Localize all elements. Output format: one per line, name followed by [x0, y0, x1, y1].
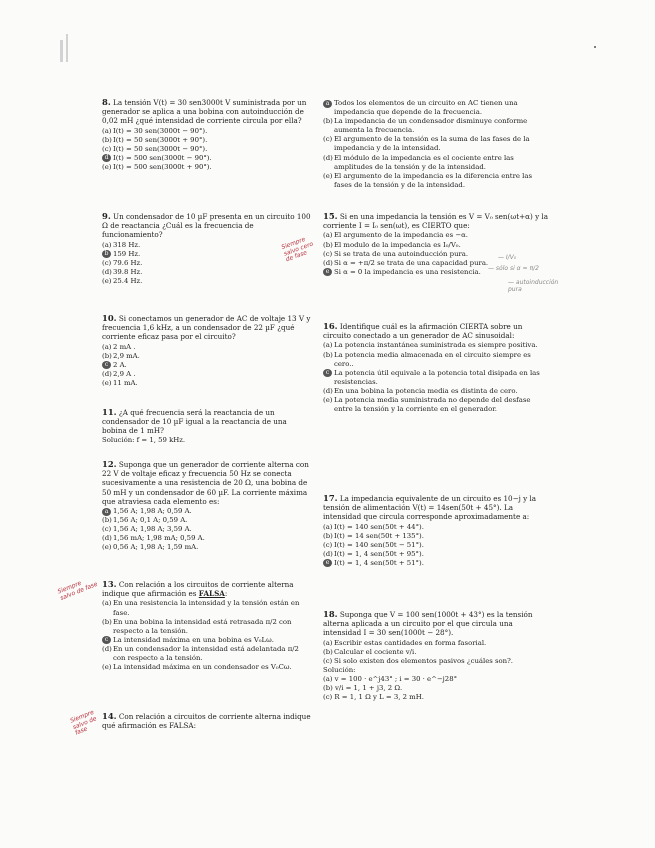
option-text: I(t) = 1, 4 sen(50t + 51°). — [334, 558, 424, 567]
scan-mark — [60, 40, 63, 62]
option-letter: (e) — [102, 276, 112, 285]
option-text: El argumento de la tensión es la suma de las fases de la impedancia y de la intensidad. — [334, 135, 530, 153]
option-letter: (c) — [102, 525, 112, 534]
option-text: En una bobina la intensidad está retrasada π/2 con respecto a la tensión. — [113, 617, 292, 635]
question-14 — [102, 712, 312, 730]
option-letter: (a) — [323, 341, 333, 350]
answer-option — [323, 387, 548, 396]
option-text: 25.4 Hz. — [113, 276, 143, 285]
option-text: Todos los elementos de un circuito en AC tienen una impedancia que depende de la frecuencia. — [334, 99, 518, 117]
answer-option — [102, 663, 312, 672]
question-number: 16. — [323, 321, 338, 331]
answer-option — [102, 543, 312, 552]
circled-answer-letter: c — [323, 369, 332, 377]
question-9 — [102, 212, 312, 286]
answer-option — [323, 532, 548, 541]
answer-option — [323, 523, 548, 532]
option-letter: (d) — [102, 534, 112, 543]
question-number: 17. — [323, 493, 338, 503]
option-letter: (c) — [323, 540, 333, 549]
question-number: 14. — [102, 711, 117, 721]
option-letter: (a) — [102, 342, 112, 351]
answer-option — [102, 370, 312, 379]
answer-option — [102, 636, 312, 645]
solution-label: Solución: — [323, 665, 356, 674]
option-text: El argumento de la impedancia es −α. — [334, 231, 468, 240]
answer-option — [323, 559, 548, 568]
option-letter: (b) — [102, 135, 112, 144]
answer-option — [323, 639, 548, 648]
option-text: Si α = +π/2 se trata de una capacidad pura. — [334, 258, 489, 267]
option-letter: (e) — [102, 162, 112, 171]
option-text: 11 mA. — [113, 378, 138, 387]
handwritten-note: Siempre salvo de fase — [56, 579, 99, 602]
question-text: ¿A qué frecuencia será la reactancia de un condensador de 10 µF igual a la reactancia de una bobina de 1 mH? — [102, 408, 287, 436]
scan-mark — [66, 34, 68, 62]
circled-answer-letter: e — [323, 268, 332, 276]
answer-option — [323, 341, 548, 350]
option-letter: (d) — [323, 549, 333, 558]
option-letter: (c) — [323, 249, 333, 258]
option-text: I(t) = 30 sen(3000t − 90°). — [113, 126, 208, 135]
option-text: 2 mA . — [113, 342, 136, 351]
answer-option — [102, 145, 312, 154]
option-text: Si se trata de una autoinducción pura. — [334, 249, 469, 258]
answer-option — [102, 277, 312, 286]
option-text: En una resistencia la intensidad y la tensión están en fase. — [113, 599, 300, 617]
question-text: Suponga que un generador de corriente alterna con 22 V de voltaje eficaz y frecuencia 50 Hz se conecta sucesivamente a una resistencia de 20 Ω, una bobina de 50 mH y un condensador de 60 µF. La corriente máxima que atraviesa cada elemento es: — [102, 460, 309, 506]
option-list — [323, 99, 548, 190]
scan-dot — [594, 46, 596, 48]
option-list — [323, 341, 548, 414]
option-letter: (a) — [102, 240, 112, 249]
answer-option — [102, 127, 312, 136]
option-letter: (b) — [323, 647, 333, 656]
question-number: 9. — [102, 211, 111, 221]
handwritten-note: — autoinducción pura — [508, 279, 559, 293]
option-text: 318 Hz. — [113, 240, 141, 249]
question-text: Si conectamos un generador de AC de voltaje 13 V y frecuencia 1,6 kHz, a un condensador de 22 µF ¿qué corriente eficaz pasa por el circuito? — [102, 314, 311, 342]
option-letter: (e) — [102, 663, 112, 672]
option-letter: (d) — [102, 369, 112, 378]
answer-option — [323, 351, 548, 369]
option-list — [102, 507, 312, 552]
question-text: Suponga que V = 100 sen(1000t + 43°) es la tensión alterna aplicada a un circuito por el que circula una intensidad I = 30 sen(1000t − 28°). — [323, 610, 533, 638]
answer-option — [323, 135, 548, 153]
option-text: I(t) = 500 sen(3000t − 90°). — [113, 153, 212, 162]
option-letter: (c) — [323, 135, 333, 144]
answer-option — [323, 550, 548, 559]
option-text: El argumento de la impedancia es la diferencia entre las fases de la tensión y de la intensidad. — [334, 171, 532, 189]
option-letter: (a) — [102, 599, 112, 608]
question-8 — [102, 98, 312, 172]
question-10 — [102, 314, 312, 388]
answer-option — [102, 250, 312, 259]
circled-answer-letter: d — [102, 154, 111, 162]
answer-option — [323, 231, 548, 240]
option-text: 1,56 A; 1,98 A; 0,59 A. — [113, 507, 192, 516]
question-number: 11. — [102, 407, 117, 417]
solution: Solución: f = 1, 59 kHz. — [102, 435, 186, 444]
option-letter: (c) — [102, 144, 112, 153]
option-letter: (a) — [323, 231, 333, 240]
option-letter: (d) — [323, 258, 333, 267]
option-letter: (e) — [102, 378, 112, 387]
option-letter: (e) — [323, 171, 333, 180]
question-16 — [323, 322, 548, 414]
question-number: 8. — [102, 97, 111, 107]
question-number: 13. — [102, 579, 117, 589]
circled-answer-letter: a — [102, 508, 111, 516]
option-text: I(t) = 1, 4 sen(50t + 95°). — [334, 549, 424, 558]
circled-answer-letter: b — [102, 250, 111, 258]
option-text: Si solo existen dos elementos pasivos ¿cuáles son?. — [334, 656, 514, 665]
option-text: La impedancia de un condensador disminuye conforme aumenta la frecuencia. — [334, 117, 528, 135]
question-14-continued — [323, 98, 548, 190]
option-text: Escribir estas cantidades en forma fasorial. — [334, 638, 487, 647]
answer-option — [102, 507, 312, 516]
option-text: En una bobina la potencia media es distinta de cero. — [334, 386, 518, 395]
option-letter: (a) — [102, 126, 112, 135]
answer-option — [323, 154, 548, 172]
answer-option — [102, 618, 312, 636]
circled-answer-letter: e — [323, 559, 332, 567]
question-number: 18. — [323, 609, 338, 619]
option-text: I(t) = 500 sen(3000t + 90°). — [113, 162, 212, 171]
circled-answer-letter: a — [323, 100, 332, 108]
answer-option — [102, 525, 312, 534]
answer-option — [102, 352, 312, 361]
option-letter: (b) — [323, 350, 333, 359]
option-list — [102, 343, 312, 388]
option-list — [102, 599, 312, 672]
option-letter: (b) — [323, 531, 333, 540]
option-text: 159 Hz. — [113, 249, 141, 258]
answer-option — [323, 657, 548, 666]
option-text: 39.8 Hz. — [113, 267, 143, 276]
option-text: 1,56 A; 1,98 A; 3,59 A. — [113, 525, 192, 534]
answer-option — [323, 99, 548, 117]
answer-option — [102, 136, 312, 145]
option-letter: (c) — [102, 258, 112, 267]
option-list — [102, 127, 312, 172]
circled-answer-letter: c — [102, 361, 111, 369]
option-text: 2,9 A . — [113, 369, 136, 378]
option-text: 1,56 A; 0,1 A; 0,59 A. — [113, 516, 188, 525]
answer-option — [102, 259, 312, 268]
answer-option — [323, 172, 548, 190]
option-text: 2 A. — [113, 360, 127, 369]
answer-option — [323, 541, 548, 550]
option-letter: (d) — [323, 386, 333, 395]
handwritten-note: Siempre salvo cero de fase — [280, 235, 315, 264]
answer-option — [102, 268, 312, 277]
question-number: 15. — [323, 211, 338, 221]
question-18 — [323, 610, 548, 702]
option-text: Calcular el cociente v/i. — [334, 647, 417, 656]
option-letter: (b) — [323, 240, 333, 249]
option-text: La potencia instantánea suministrada es siempre positiva. — [334, 341, 538, 350]
circled-answer-letter: c — [102, 636, 111, 644]
option-text: I(t) = 140 sen(50t + 44°). — [334, 522, 424, 531]
option-text: I(t) = 14 sen(50t + 135°). — [334, 531, 424, 540]
question-text: Con relación a circuitos de corriente alterna indique qué afirmación es FALSA: — [102, 712, 311, 731]
option-letter: (d) — [102, 267, 112, 276]
option-letter: (b) — [323, 117, 333, 126]
option-letter: (d) — [323, 153, 333, 162]
emphasis-text: FALSA — [198, 589, 225, 599]
answer-option — [102, 645, 312, 663]
option-text: El modulo de la impedancia es I₀/V₀. — [334, 240, 461, 249]
answer-option — [323, 117, 548, 135]
option-text: I(t) = 140 sen(50t − 51°). — [334, 540, 424, 549]
answer-option — [102, 534, 312, 543]
option-list — [102, 241, 312, 286]
option-text: 79.6 Hz. — [113, 258, 143, 267]
option-letter: (e) — [323, 395, 333, 404]
question-number: 12. — [102, 459, 117, 469]
solution-line: (c) R = 1, 1 Ω y L = 3, 2 mH. — [323, 692, 424, 701]
option-text: Si α = 0 la impedancia es una resistencia. — [334, 267, 481, 276]
option-text: El módulo de la impedancia es el cociente entre las amplitudes de la tensión y de la intensidad. — [334, 153, 514, 171]
question-text: Identifique cuál es la afirmación CIERTA sobre un circuito conectado a un generador de AC sinusoidal: — [323, 322, 523, 341]
solution-line: (b) v/i = 1, 1 + j3, 2 Ω. — [323, 683, 403, 692]
question-13: 13. Con relación a los circuitos de corriente alterna indique que afirmación es FALSA: (a) En una resistencia la intensidad y la tensión están en fase. (b) En una bobina la intensidad está retrasada π/2 con respecto a la tensión. c La intensidad máxima en una bobina es V₀Lω. (d) En un condensador la intensidad está adelantada π/2 con respecto a la tensión. (e) La intensidad máxima en un condensador es V₀Cω. — [102, 580, 312, 672]
question-11 — [102, 408, 312, 445]
answer-option — [102, 163, 312, 172]
option-letter: (e) — [102, 543, 112, 552]
answer-option — [102, 361, 312, 370]
option-text: La intensidad máxima en un condensador es V₀Cω. — [113, 663, 292, 672]
option-text: I(t) = 50 sen(3000t − 90°). — [113, 144, 208, 153]
option-letter: (b) — [102, 351, 112, 360]
option-letter: (a) — [323, 638, 333, 647]
handwritten-note: Siempre salvo de fase — [69, 708, 98, 737]
question-text: Si en una impedancia la tensión es V = V₀ sen(ωt+α) y la corriente I = I₀ sen(ωt), es CIERTO que: — [323, 212, 549, 231]
option-text: En un condensador la intensidad está adelantada π/2 con respecto a la tensión. — [113, 644, 299, 662]
question-number: 10. — [102, 313, 117, 323]
question-text: Con relación a los circuitos de corriente alterna indique que afirmación es — [102, 580, 294, 599]
option-letter: (c) — [323, 656, 333, 665]
answer-option — [102, 599, 312, 617]
option-text: I(t) = 50 sen(3000t + 90°). — [113, 135, 208, 144]
option-letter: (d) — [102, 644, 112, 653]
option-text: La potencia media suministrada no depende del desfase entre la tensión y la corriente en el generador. — [334, 395, 531, 414]
option-text: La intensidad máxima en una bobina es V₀Lω. — [113, 635, 274, 644]
option-list — [323, 639, 548, 666]
question-text: Un condensador de 10 µF presenta en un circuito 100 Ω de reactancia ¿Cuál es la frecuencia de funcionamiento? — [102, 212, 311, 240]
solution-line: (a) v = 100 · e^j43° ; i = 30 · e^−j28° — [323, 674, 458, 683]
question-17 — [323, 494, 548, 568]
answer-option — [323, 396, 548, 414]
answer-option — [323, 369, 548, 387]
question-text: La impedancia equivalente de un circuito es 10−j y la tensión de alimentación V(t) = 14sen(50t + 45°). La intensidad que circula corresponde aproximadamente a: — [323, 494, 537, 522]
answer-option — [102, 154, 312, 163]
handwritten-note: — I/V₀ — [498, 254, 517, 261]
option-text: 2,9 mA. — [113, 351, 140, 360]
option-text: La potencia útil equivale a la potencia total disipada en las resistencias. — [334, 368, 540, 386]
question-text: La tensión V(t) = 30 sen3000t V suministrada por un generador se aplica a una bobina con autoinducción de 0,02 mH ¿qué intensidad de corriente circula por ella? — [102, 98, 307, 126]
option-letter: (b) — [102, 617, 112, 626]
answer-option — [102, 516, 312, 525]
option-letter: (b) — [102, 516, 112, 525]
question-12 — [102, 460, 312, 552]
answer-option — [102, 379, 312, 388]
option-text: 1,56 mA; 1,98 mA; 0,59 A. — [113, 534, 205, 543]
option-text: 0,56 A; 1,98 A; 1,59 mA. — [113, 543, 199, 552]
handwritten-note: — sólo si α = π/2 — [488, 265, 539, 272]
option-list — [323, 523, 548, 568]
answer-option — [102, 343, 312, 352]
option-letter: (a) — [323, 522, 333, 531]
answer-option — [323, 648, 548, 657]
option-text: La potencia media almacenada en el circuito siempre es cero.. — [334, 350, 531, 368]
answer-option — [323, 241, 548, 250]
